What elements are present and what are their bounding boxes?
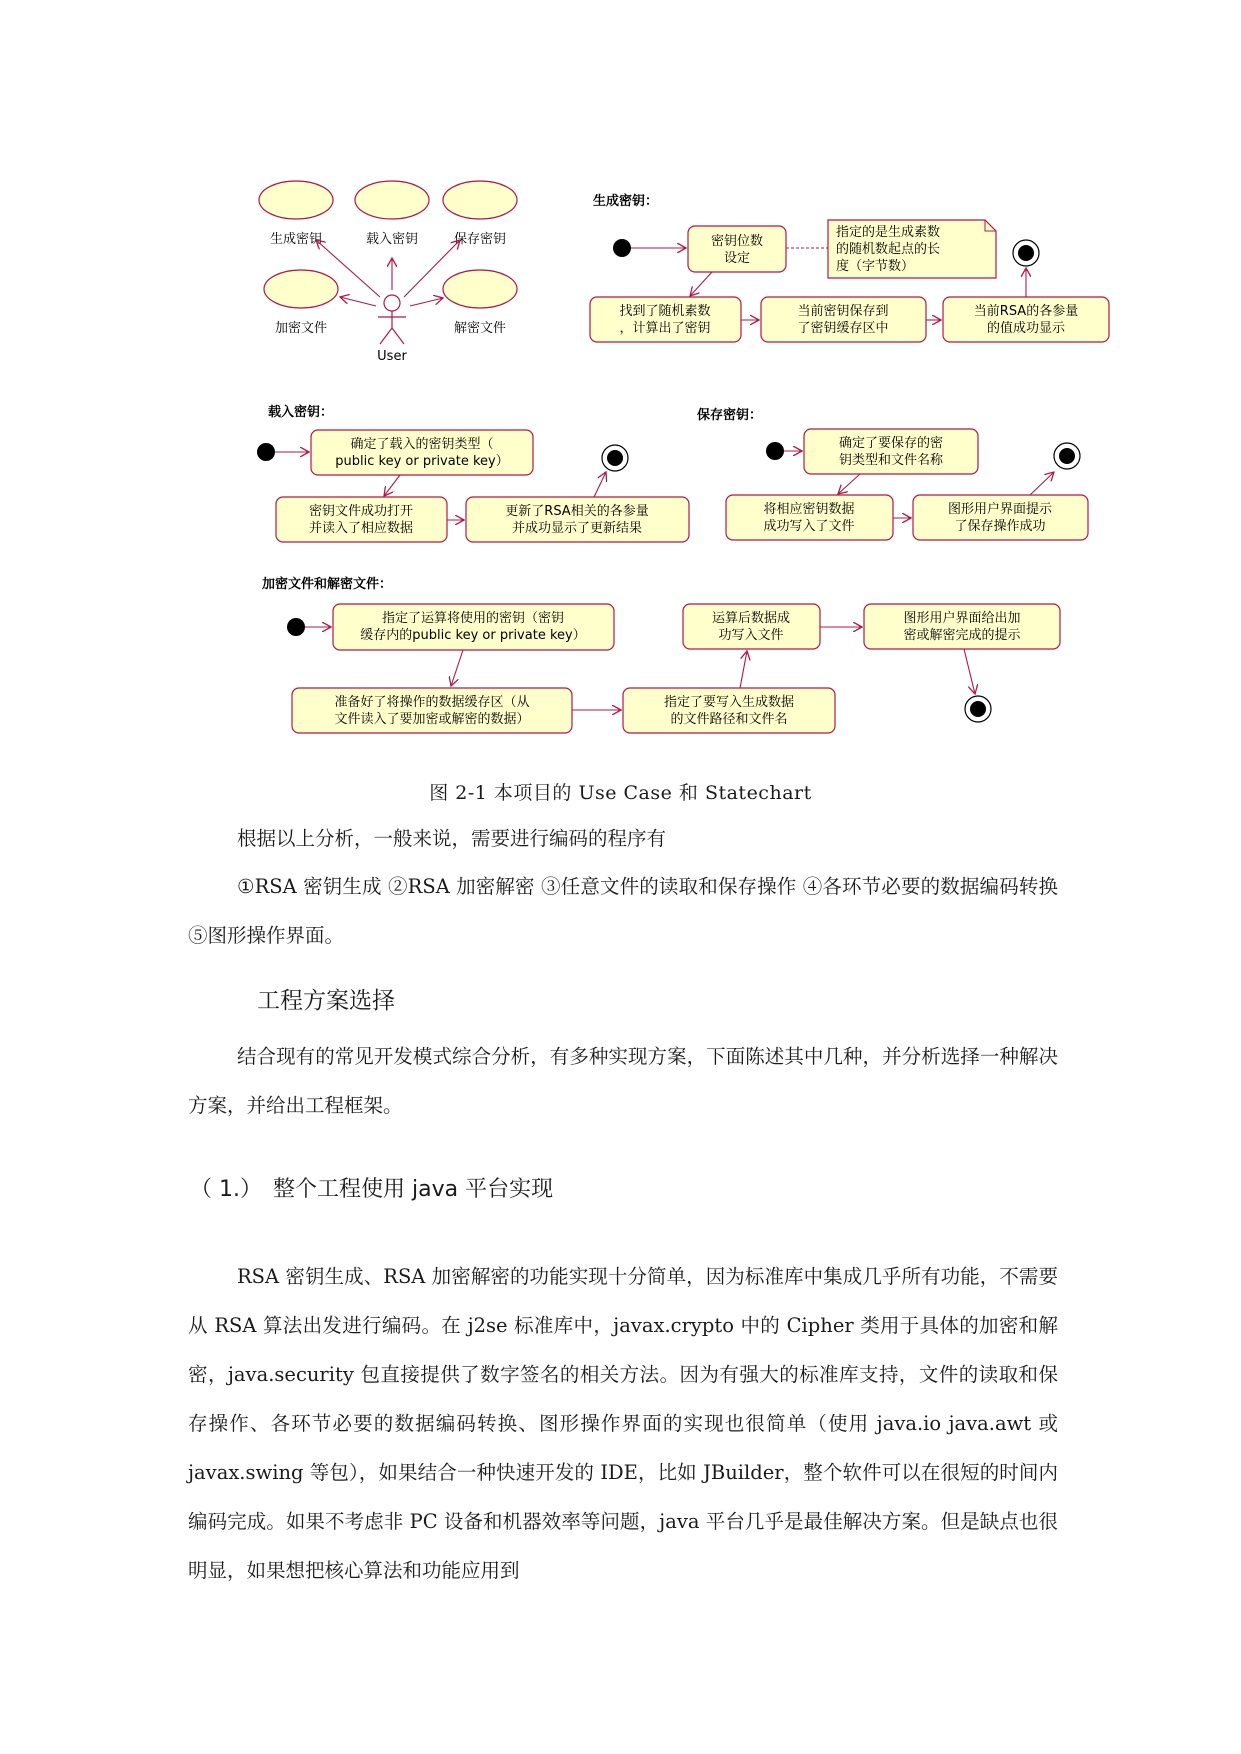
paragraph: RSA 密钥生成、RSA 加密解密的功能实现十分简单，因为标准库中集成几乎所有功能，不需要从 RSA 算法出发进行编码。在 j2se 标准库中，javax.crypto 中的 Cipher 类用于具体的加密和解密，java.security 包直接提供了数字签名的相关方法。因为有强大的标准库支持，文件的读取和保存操作、各环节必要的数据编码转换、图形操作界面的实现也很简单（使用 java.io java.awt 或 javax.swing 等包），如果结合一种快速开发的 IDE，比如 JBuilder，整个软件可以在很短的时间内编码完成。如果不考虑非 PC 设备和机器效率等问题，java 平台几乎是最佳解决方案。但是缺点也很明显，如果想把核心算法和功能应用到 [188, 1265, 1058, 1582]
state-label: 当前密钥保存到 [797, 304, 889, 319]
state-label: 并成功显示了更新结果 [511, 521, 643, 536]
usecase-label: 保存密钥 [453, 232, 507, 247]
statechart-generate-key [590, 193, 1109, 342]
subsection-heading [190, 1172, 553, 1203]
note-label: 的随机数起点的长 [836, 242, 941, 257]
state-label: 了密钥缓存区中 [797, 321, 889, 336]
state-label: 当前RSA的各参量 [973, 304, 1079, 319]
state-label: 图形用户界面给出加 [903, 611, 1021, 626]
state-label: 钥类型和文件名称 [838, 453, 944, 468]
state-label: 密钥位数 [710, 234, 764, 249]
usecase-oval [259, 181, 333, 219]
state-label: 密或解密完成的提示 [903, 628, 1021, 643]
subsection-title: 整个工程使用 java 平台实现 [273, 1177, 554, 1202]
statechart-load-key [257, 404, 689, 542]
state-label: 成功写入了文件 [763, 519, 855, 534]
state-label: 指定了要写入生成数据 [663, 695, 795, 710]
usecase-oval [443, 270, 517, 308]
usecase-oval [355, 181, 429, 219]
usecase-diagram [259, 181, 517, 364]
state-label: 文件读入了要加密或解密的数据） [334, 712, 530, 727]
state-label: 准备好了将操作的数据缓存区（从 [334, 695, 530, 710]
state-label: 确定了要保存的密 [838, 436, 944, 451]
statechart-save-key [697, 407, 1088, 540]
state-label: 设定 [723, 251, 751, 266]
state-label: 功写入文件 [718, 628, 784, 643]
usecase-label: 生成密钥 [269, 232, 323, 247]
state-label: 缓存内的public key or private key） [360, 628, 586, 643]
note-label: 指定的是生成素数 [836, 225, 941, 240]
state-label: 确定了载入的密钥类型（ [350, 437, 494, 452]
state-label: 并读入了相应数据 [308, 521, 414, 536]
initial-state [257, 443, 275, 461]
state-label: 的值成功显示 [986, 321, 1066, 336]
user-actor-icon [378, 295, 406, 344]
figure-caption: 图 2-1 本项目的 Use Case 和 Statechart [429, 782, 812, 804]
state-label: 更新了RSA相关的各参量 [505, 504, 649, 519]
initial-state [613, 239, 631, 257]
state-label: 运算后数据成 [711, 611, 791, 626]
usecase-label: 加密文件 [274, 321, 328, 336]
state-label: 图形用户界面提示 [947, 502, 1053, 517]
diagram-title: 生成密钥： [593, 194, 659, 209]
initial-state [287, 618, 305, 636]
paragraph: ①RSA 密钥生成 ②RSA 加密解密 ③任意文件的读取和保存操作 ④各环节必要的数据编码转换 ⑤图形操作界面。 [188, 875, 1058, 947]
usecase-statechart-figure [0, 0, 1241, 760]
usecase-label: 解密文件 [453, 321, 507, 336]
usecase-oval [264, 270, 338, 308]
paragraph: 结合现有的常见开发模式综合分析，有多种实现方案，下面陈述其中几种，并分析选择一种解决方案，并给出工程框架。 [188, 1045, 1058, 1117]
statechart-encrypt-decrypt [262, 576, 1060, 733]
section-heading: 工程方案选择 [257, 988, 395, 1014]
subsection-number: （ 1.） [190, 1177, 262, 1202]
usecase-oval [443, 181, 517, 219]
note-label: 度（字节数） [836, 259, 915, 274]
paragraph: 根据以上分析，一般来说，需要进行编码的程序有 [237, 827, 667, 850]
diagram-title: 载入密钥： [268, 405, 334, 420]
state-label: 的文件路径和文件名 [670, 712, 788, 727]
state-label: 指定了运算将使用的密钥（密钥 [381, 611, 565, 626]
state-label: ，计算出了密钥 [619, 321, 711, 336]
state-label: public key or private key） [335, 454, 509, 469]
initial-state [766, 442, 784, 460]
actor-label: User [377, 349, 407, 364]
state-label: 了保存操作成功 [954, 519, 1046, 534]
diagram-title: 加密文件和解密文件： [262, 577, 393, 592]
state-label: 将相应密钥数据 [763, 502, 855, 517]
usecase-label: 载入密钥 [365, 232, 419, 247]
state-label: 密钥文件成功打开 [308, 504, 414, 519]
state-label: 找到了随机素数 [619, 304, 711, 319]
diagram-title: 保存密钥： [697, 408, 763, 423]
